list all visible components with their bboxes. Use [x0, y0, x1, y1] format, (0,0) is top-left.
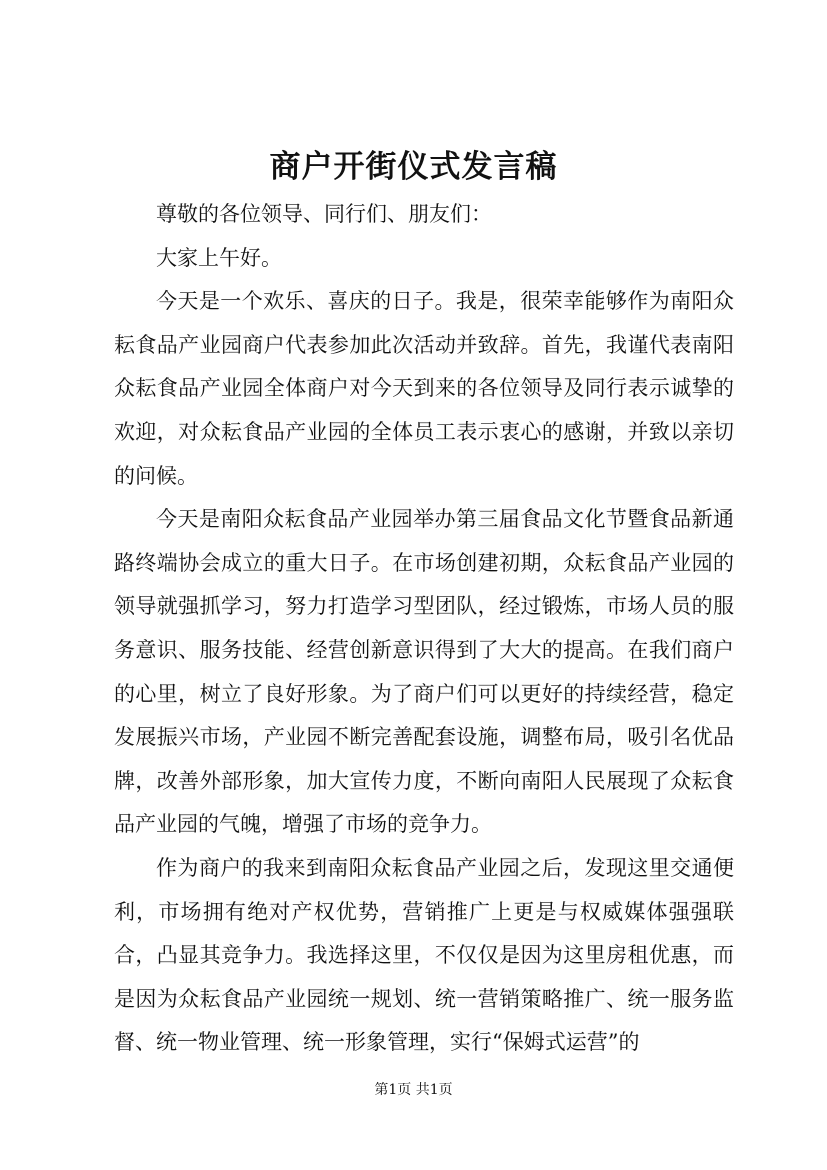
greeting-paragraph: 大家上午好。: [156, 245, 282, 270]
page-footer: 第1页 共1页: [374, 1082, 453, 1098]
document-title: 商户开街仪式发言稿: [269, 149, 558, 185]
salutation-paragraph: 尊敬的各位领导、同行们、朋友们：: [156, 202, 492, 226]
document-body: [114, 193, 734, 1065]
body-paragraph-2: 今天是南阳众耘食品产业园举办第三届食品文化节暨食品新通路终端协会成立的重大日子。在市场创建初期，众耘食品产业园的领导就强抓学习，努力打造学习型团队，经过锻炼，市场人员的服务意识、服务技能、经营创新意识得到了大大的提高。在我们商户的心里，树立了良好形象。为了商户们可以更好的持续经营，稳定发展振兴市场，产业园不断完善配套设施，调整布局，吸引名优品牌，改善外部形象，加大宣传力度，不断向南阳人民展现了众耘食品产业园的气魄，增强了市场的竞争力。: [114, 507, 734, 837]
body-paragraph-3: 作为商户的我来到南阳众耘食品产业园之后，发现这里交通便利，市场拥有绝对产权优势，营销推广上更是与权威媒体强强联合，凸显其竞争力。我选择这里，不仅仅是因为这里房租优惠，而是因为众耘食品产业园统一规划、统一营销策略推广、统一服务监督、统一物业管理、统一形象管理，实行“保姆式运营”的: [114, 855, 734, 1055]
body-paragraph-1: 今天是一个欢乐、喜庆的日子。我是，很荣幸能够作为南阳众耘食品产业园商户代表参加此次活动并致辞。首先，我谨代表南阳众耘食品产业园全体商户对今天到来的各位领导及同行表示诚挚的欢迎，对众耘食品产业园的全体员工表示衷心的感谢，并致以亲切的问候。: [114, 289, 734, 488]
